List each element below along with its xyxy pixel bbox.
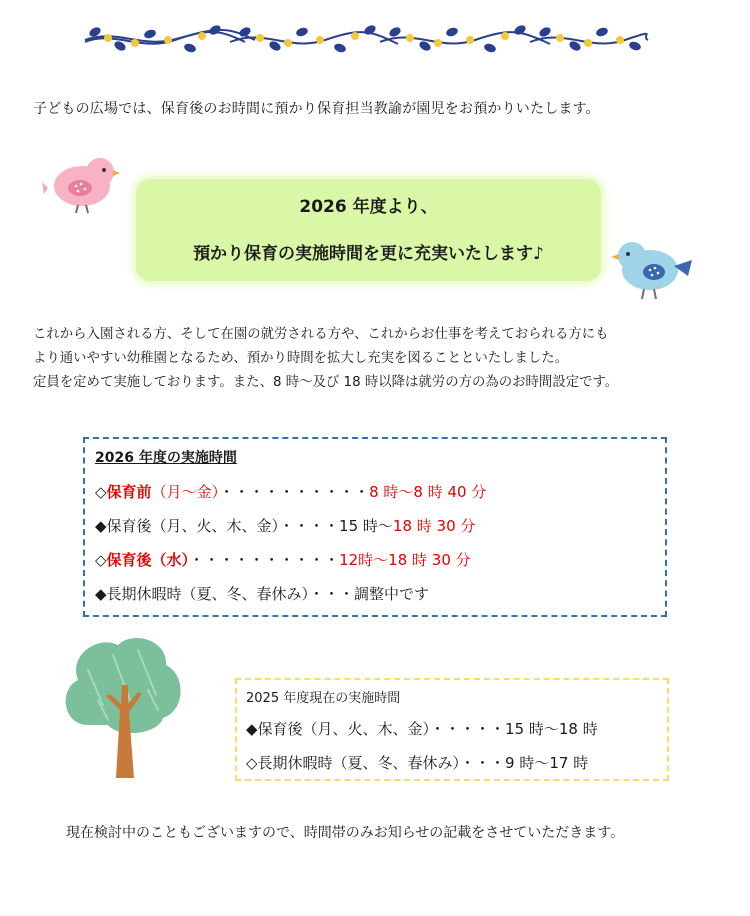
row-time: 12時～18 時 30 分 (339, 551, 471, 569)
intro-text: 子どもの広場では、保育後のお時間に預かり保育担当教諭が園児をお預かりいたします。 (33, 101, 600, 117)
row-time: 8 時～8 時 40 分 (369, 483, 487, 501)
paragraph-line-2: より通いやすい幼稚園となるため、預かり時間を拡大し充実を図ることといたしました。 (33, 351, 569, 366)
schedule-2026-row-2 (95, 515, 475, 536)
pink-bird-icon (40, 150, 122, 216)
footer-note: 現在検討中のこともございますので、時間帯のみお知らせの記載をさせていただきます。 (66, 825, 625, 841)
callout-line-2: 預かり保育の実施時間を更に充実いたします♪ (193, 244, 544, 264)
row-prefix: ◇ (95, 483, 107, 501)
row-days: （月～金） (151, 483, 220, 501)
row-label: 保育後（水） (106, 551, 190, 569)
callout-line-1: 2026 年度より、 (299, 197, 438, 217)
row-prefix: ◇ (95, 551, 107, 569)
schedule-2025-row-1: ◆保育後（月、火、木、金）・・・・・15 時～18 時 (246, 720, 598, 738)
schedule-2026-title: 2026 年度の実施時間 (95, 450, 237, 466)
blue-bird-icon (608, 236, 696, 302)
row-label: 保育前 (106, 483, 152, 501)
schedule-2026-row-4: ◆長期休暇時（夏、冬、春休み）・・・調整中です (95, 585, 430, 603)
announcement-callout (136, 179, 601, 281)
paragraph-line-1: これから入園される方、そして在園の就労される方や、これからお仕事を考えておられる方にも (33, 327, 609, 342)
tree-icon (58, 630, 188, 780)
schedule-2025-box (235, 678, 669, 781)
paragraph-line-3: 定員を定めて実施しております。また、8 時～及び 18 時以降は就労の方の為のお時間設定です。 (33, 375, 619, 390)
row-dots: ・・・・・・・・・・ (189, 551, 340, 569)
flower-garland-icon (80, 10, 650, 60)
schedule-2026-row-1 (95, 481, 486, 502)
schedule-2026-row-3 (95, 549, 471, 570)
schedule-2025-title: 2025 年度現在の実施時間 (246, 691, 401, 706)
row-prefix: ◆保育後（月、火、木、金）・・・・15 時～ (95, 517, 393, 535)
row-time: 18 時 30 分 (392, 517, 476, 535)
description-paragraph (33, 323, 618, 395)
row-dots: ・・・・・・・・・・ (219, 483, 370, 501)
schedule-2025-row-2: ◇長期休暇時（夏、冬、春休み）・・・9 時～17 時 (246, 754, 589, 772)
schedule-2026-box (83, 437, 667, 617)
